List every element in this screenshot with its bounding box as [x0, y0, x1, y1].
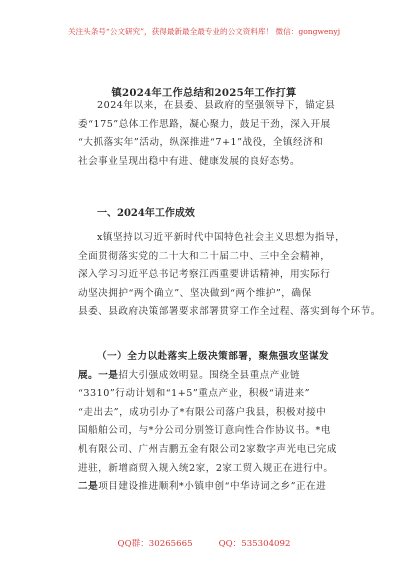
subsection1-line: 机有限公司、广州吉鹏五金有限公司2家数字声光电已完成 [78, 443, 337, 455]
subsection1-line [78, 478, 340, 497]
subsection1-heading: （一）全力以赴落实上级决策部署，聚焦强攻坚谋发 [97, 351, 330, 362]
subsection1-paragraph [78, 348, 340, 497]
subsection1-text: 招大引强成效明显。围绕全县重点产业链 [118, 369, 301, 381]
section1-line: 县委、县政府决策部署要求部署贯穿工作全过程、落实到每个环节。 [78, 306, 381, 318]
subsection1-line: “走出去”，成功引办了*有限公司落户我县，积极对接中 [78, 406, 327, 418]
section1-line: 动坚决拥护“两个确立”、坚决做到“两个维护”，确保 [78, 287, 312, 299]
section1-paragraph [78, 229, 381, 322]
intro-paragraph [78, 97, 340, 171]
subsection1-line: 国船舶公司，与*分公司分别签订意向性合作协议书。*电 [78, 425, 331, 437]
footer-qq: QQ：535304092 [218, 539, 291, 549]
subsection1-line: “3310”行动计划和“1+5”重点产业，积极“请进来” [78, 388, 310, 400]
lead-marker-1: 一是 [98, 369, 119, 381]
intro-line: 2024年以来，在县委、县政府的坚强领导下，锚定县 [97, 100, 336, 111]
watermark-header: 关注头条号“公文研究”，获得最新最全最专业的公文资料库！ 微信：gongwenyj [67, 27, 341, 36]
section1-line: 深入学习习近平总书记考察江西重要讲话精神，用实际行 [78, 269, 331, 281]
intro-line: 委“175”总体工作思路，凝心聚力，鼓足干劲，深入开展 [78, 118, 331, 130]
footer-contact [0, 537, 408, 549]
subsection1-heading-end: 展。 [78, 369, 99, 381]
section1-line: 全面贯彻落实党的二十大和二十届二中、三中全会精神， [78, 250, 331, 262]
subsection1-text: 项目建设推进顺利*小镇申创“中华诗词之乡”正在进 [98, 481, 327, 493]
subsection1-line [78, 367, 340, 386]
lead-marker-2: 二是 [78, 481, 99, 493]
document-title: 镇2024年工作总结和2025年工作打算 [111, 87, 297, 99]
section1-line: x镇坚持以习近平新时代中国特色社会主义思想为指导， [97, 232, 346, 243]
footer-qq-group: QQ群：30265665 [117, 539, 193, 549]
intro-line: 社会事业呈现出稳中有进、健康发展的良好态势。 [78, 155, 301, 167]
subsection1-line: 进驻，新增商贸入规入统2家，2家工贸入规正在进行中。 [78, 462, 334, 474]
section-heading-1: 一、2024年工作成效 [97, 208, 195, 219]
intro-line: “大抓落实年”活动，纵深推进“7+1”战役，全镇经济和 [78, 137, 324, 149]
